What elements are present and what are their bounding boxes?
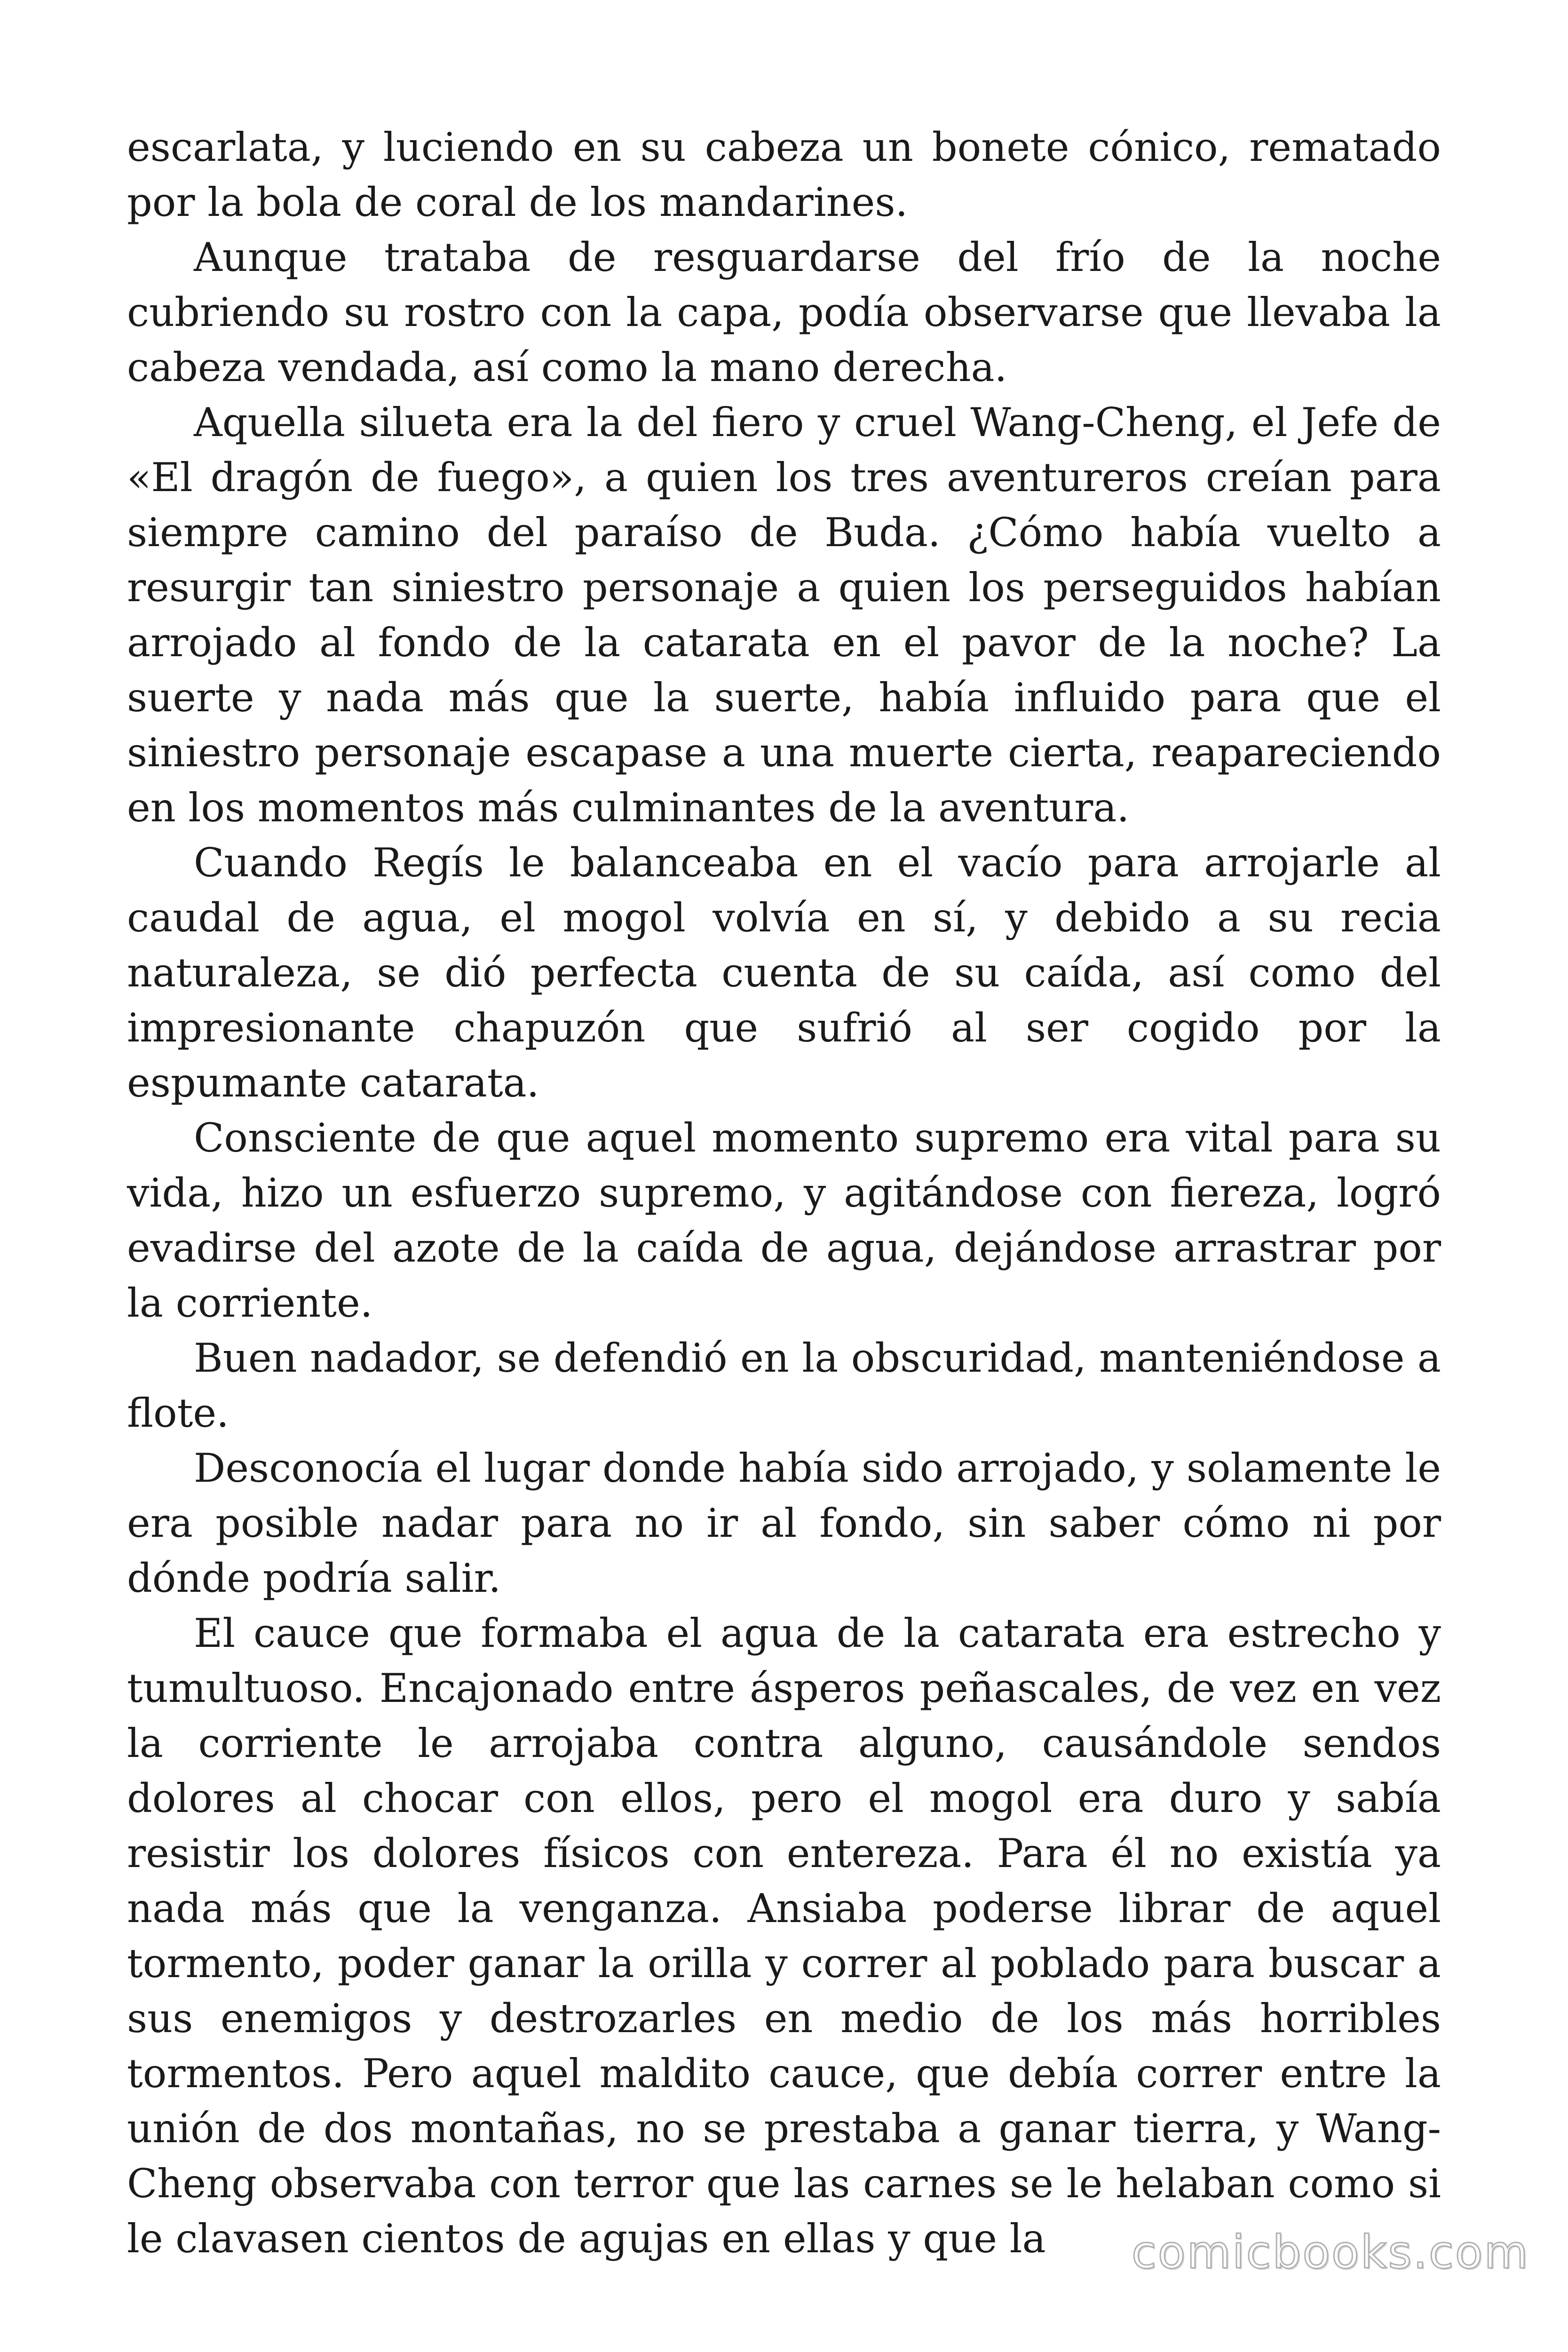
paragraph-2: Aunque trataba de resguardarse del frío de la noche cubriendo su rostro con la capa, podía observarse que llevaba la cabeza vendada, así como la mano derecha. [127, 234, 1441, 390]
watermark: comicbooks.com [1131, 2226, 1529, 2279]
paragraph-4: Cuando Regís le balanceaba en el vacío para arrojarle al caudal de agua, el mogol volvía en sí, y debido a su recia naturaleza, se dió perfecta cuenta de su caída, así como del impresionante chapuzón que sufrió al ser cogido por la espumante catarata. [127, 840, 1441, 1106]
paragraph-5: Consciente de que aquel momento supremo era vital para su vida, hizo un esfuerzo supremo, y agitándose con fiereza, logró evadirse del azote de la caída de agua, dejándose arrastrar por la corriente. [127, 1115, 1441, 1326]
paragraph-7: Desconocía el lugar donde había sido arrojado, y solamente le era posible nadar para no ir al fondo, sin saber cómo ni por dónde podría salir. [127, 1445, 1441, 1601]
paragraph-6: Buen nadador, se defendió en la obscuridad, manteniéndose a flote. [127, 1335, 1441, 1436]
page-body [127, 120, 1441, 2266]
paragraph-1: escarlata, y luciendo en su cabeza un bonete cónico, rematado por la bola de coral de los mandarines. [127, 124, 1441, 225]
paragraph-8: El cauce que formaba el agua de la catarata era estrecho y tumultuoso. Encajonado entre ásperos peñascales, de vez en vez la corriente le arrojaba contra alguno, causándole sendos dolores al chocar con ellos, pero el mogol era duro y sabía resistir los dolores físicos con entereza. Para él no existía ya nada más que la venganza. Ansiaba poderse librar de aquel tormento, poder ganar la orilla y correr al poblado para buscar a sus enemigos y destrozarles en medio de los más horribles tormentos. Pero aquel maldito cauce, que debía correr entre la unión de dos montañas, no se prestaba a ganar tierra, y Wang-Cheng observaba con terror que las carnes se le helaban como si le clavasen cientos de agujas en ellas y que la [127, 1610, 1441, 2262]
paragraph-3: Aquella silueta era la del fiero y cruel Wang-Cheng, el Jefe de «El dragón de fuego», a quien los tres aventureros creían para siempre camino del paraíso de Buda. ¿Cómo había vuelto a resurgir tan siniestro personaje a quien los perseguidos habían arrojado al fondo de la catarata en el pavor de la noche? La suerte y nada más que la suerte, había influido para que el siniestro personaje escapase a una muerte cierta, reapareciendo en los momentos más culminantes de la aventura. [127, 399, 1441, 831]
